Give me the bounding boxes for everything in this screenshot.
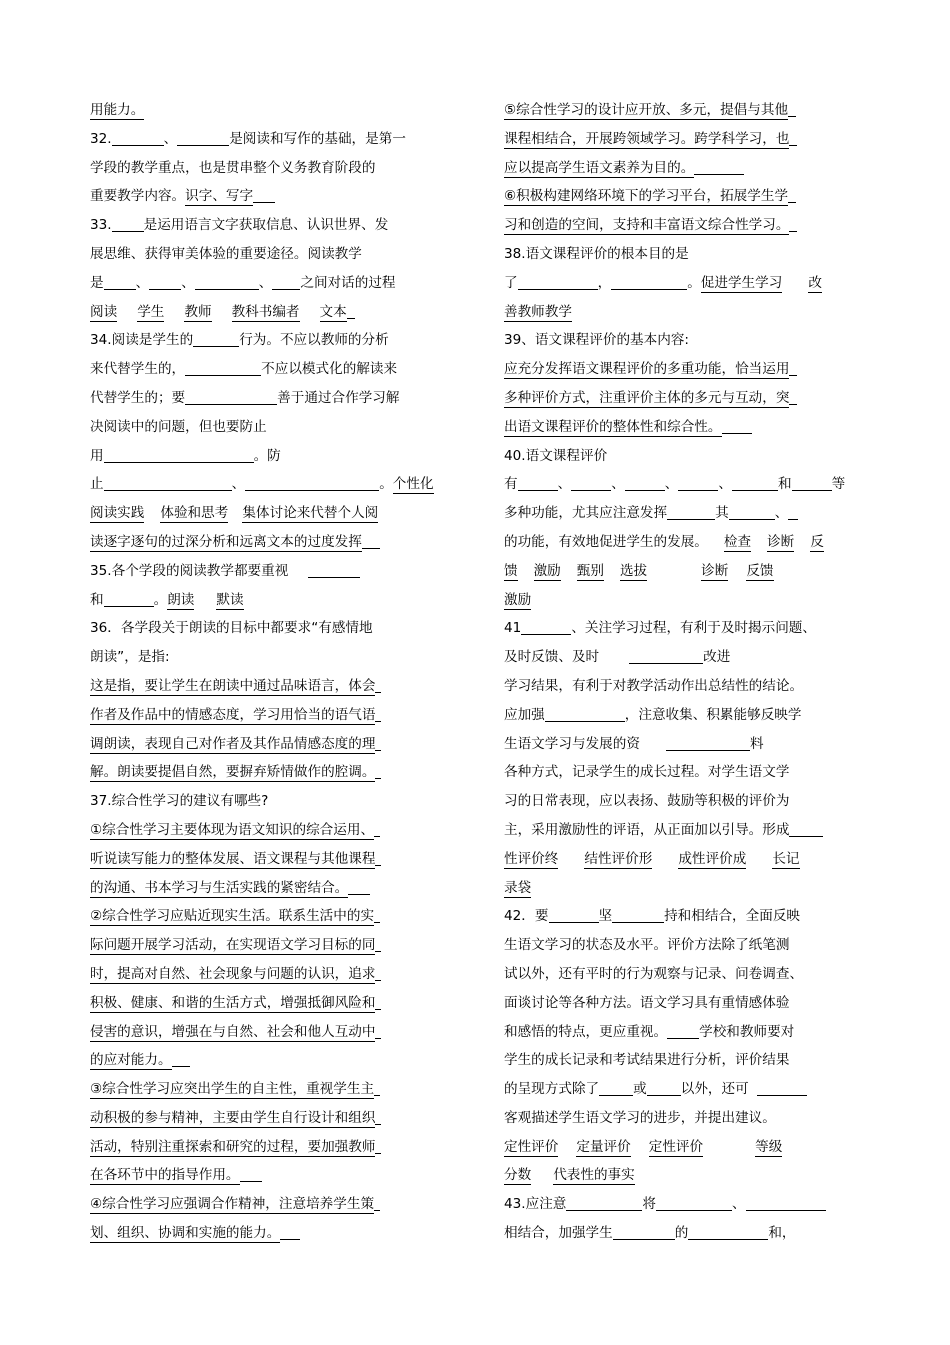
- answer-text: 选拔: [619, 562, 648, 579]
- fill-in-blank: [272, 274, 300, 290]
- fill-in-blank: [149, 274, 181, 290]
- left-line-33: [90, 1018, 446, 1047]
- answer-text: ②综合性学习应贴近现实生活。联系生活中的实: [90, 908, 375, 925]
- question-text: 。: [153, 591, 168, 608]
- left-line-37: [90, 1133, 446, 1162]
- question-text: 来代替学生的，: [90, 361, 186, 378]
- fill-in-blank: [362, 533, 380, 549]
- fill-in-blank: [375, 965, 381, 981]
- answer-text: 集体讨论来代替个人阅: [242, 505, 379, 522]
- question-text: 和，: [768, 1225, 796, 1242]
- fill-in-blank: [666, 735, 750, 751]
- right-line-14: [504, 470, 860, 499]
- question-text: 37.综合性学习的建议有哪些?: [90, 793, 269, 810]
- answer-text: 识字、写字: [185, 188, 254, 205]
- fill-in-blank: [375, 850, 381, 866]
- fill-in-blank: [667, 504, 715, 520]
- fill-in-blank: [112, 216, 144, 232]
- fill-in-blank: [789, 821, 823, 837]
- question-text: 36．各学段关于朗读的目标中都要求“有感情地: [90, 620, 373, 637]
- right-line-17: [504, 557, 860, 586]
- question-text: 32.: [90, 130, 112, 147]
- answer-text: ①综合性学习主要体现为语文知识的综合运用、: [90, 821, 375, 838]
- question-text: 重要教学内容。: [90, 188, 186, 205]
- answer-text: 出语文课程评价的整体性和综合性。: [504, 418, 722, 435]
- question-text: 改进: [703, 649, 731, 666]
- question-text: 以外，还可: [680, 1081, 749, 1098]
- question-text: 是阅读和写作的基础，是第一: [229, 130, 406, 147]
- left-line-11: [90, 384, 446, 413]
- fill-in-blank: [521, 619, 571, 635]
- fill-in-blank: [185, 389, 277, 405]
- left-line-16: [90, 528, 446, 557]
- fill-in-blank: [518, 274, 598, 290]
- fill-in-blank: [788, 504, 798, 520]
- answer-text: 朗读: [167, 591, 195, 608]
- fill-in-blank: [599, 1080, 633, 1096]
- question-text: 、: [664, 476, 679, 493]
- question-text: 将: [642, 1196, 656, 1213]
- answer-text: 个性化: [392, 476, 434, 493]
- question-text: 34.阅读是学生的: [90, 332, 194, 349]
- fill-in-blank: [789, 216, 797, 232]
- left-line-25: [90, 787, 446, 816]
- right-line-29: [504, 902, 860, 931]
- fill-in-blank: [757, 1080, 807, 1096]
- answer-text: 善教师教学: [504, 303, 572, 320]
- question-text: 代替学生的；要: [90, 389, 186, 406]
- fill-in-blank: [375, 677, 381, 693]
- right-line-12: [504, 413, 860, 442]
- answer-text: 反馈: [746, 562, 774, 579]
- left-line-40: [90, 1219, 446, 1248]
- fill-in-blank: [104, 447, 254, 463]
- fill-in-blank: [729, 504, 775, 520]
- left-line-1: [90, 96, 446, 125]
- right-line-39: [504, 1190, 860, 1219]
- question-text: 学段的教学重点，也是贯串整个义务教育阶段的: [90, 159, 376, 176]
- answer-text: 的应对能力。: [90, 1052, 172, 1069]
- left-line-6: [90, 240, 446, 269]
- fill-in-blank: [611, 274, 687, 290]
- answer-text: 长记: [772, 850, 800, 867]
- fill-in-blank: [667, 1023, 699, 1039]
- fill-in-blank: [280, 1224, 300, 1240]
- right-line-36: [504, 1104, 860, 1133]
- answer-text: 诊断: [701, 562, 729, 579]
- question-text: 、: [611, 476, 625, 493]
- left-line-2: [90, 125, 446, 154]
- right-line-33: [504, 1018, 860, 1047]
- right-line-40: [504, 1219, 860, 1248]
- right-line-19: [504, 614, 860, 643]
- right-line-16: [504, 528, 860, 557]
- left-line-21: [90, 672, 446, 701]
- right-line-20: [504, 643, 860, 672]
- fill-in-blank: [789, 360, 797, 376]
- fill-in-blank: [629, 648, 703, 664]
- question-text: 和: [90, 591, 104, 608]
- left-line-7: [90, 269, 446, 298]
- answer-text: ⑤综合性学习的设计应开放、多元，提倡与其他: [504, 102, 789, 118]
- fill-in-blank: [348, 879, 370, 895]
- answer-text: 用能力。: [90, 102, 145, 118]
- question-text: 其: [715, 505, 729, 522]
- fill-in-blank: [375, 936, 381, 952]
- question-text: 是: [90, 274, 104, 291]
- fill-in-blank: [245, 475, 379, 491]
- left-line-24: [90, 758, 446, 787]
- right-line-6: [504, 240, 860, 269]
- fill-in-blank: [789, 389, 797, 405]
- answer-text: ③综合性学习应突出学生的自主性，重视学生主: [90, 1081, 375, 1098]
- answer-text: 应充分发挥语文课程评价的多重功能，恰当运用: [504, 361, 790, 378]
- answer-text: 在各环节中的指导作用。: [90, 1167, 240, 1184]
- answer-text: 代表性的事实: [553, 1167, 635, 1184]
- right-line-24: [504, 758, 860, 787]
- question-text: 各种方式，记录学生的成长过程。对学生语文学: [504, 764, 790, 781]
- question-text: 、: [732, 1196, 746, 1213]
- answer-text: 体验和思考: [160, 505, 229, 522]
- fill-in-blank: [374, 1195, 380, 1211]
- question-text: 、: [258, 274, 273, 291]
- answer-text: 动积极的参与精神，主要由学生自行设计和组织: [90, 1109, 376, 1126]
- fill-in-blank: [571, 475, 611, 491]
- right-line-26: [504, 816, 860, 845]
- left-line-3: [90, 154, 446, 183]
- answer-text: 改: [808, 274, 822, 291]
- fill-in-blank: [656, 1195, 732, 1211]
- question-text: 持和相结合，全面反映: [664, 908, 801, 925]
- answer-text: 定性评价: [648, 1138, 704, 1155]
- question-text: 。: [687, 274, 701, 291]
- answer-text: 活动，特别注重探索和研究的过程，要加强教师: [90, 1138, 376, 1155]
- question-text: 坚: [598, 908, 613, 925]
- fill-in-blank: [612, 907, 664, 923]
- question-text: 39、语文课程评价的基本内容:: [504, 332, 690, 349]
- fill-in-blank: [112, 130, 164, 146]
- question-text: 的呈现方式除了: [504, 1081, 600, 1098]
- fill-in-blank: [732, 475, 778, 491]
- right-line-35: [504, 1075, 860, 1104]
- right-line-28: [504, 874, 860, 903]
- right-line-32: [504, 989, 860, 1018]
- left-column: [90, 96, 446, 1248]
- right-line-23: [504, 730, 860, 759]
- right-line-3: [504, 154, 860, 183]
- answer-text: 际问题开展学习活动，在实现语文学习目标的同: [90, 937, 376, 954]
- answer-text: 教师: [184, 303, 212, 320]
- left-line-30: [90, 931, 446, 960]
- answer-text: 促进学生学习: [700, 274, 783, 291]
- right-line-13: [504, 442, 860, 471]
- question-text: 了: [504, 274, 518, 291]
- fill-in-blank: [375, 706, 381, 722]
- fill-in-blank: [545, 706, 625, 722]
- fill-in-blank: [746, 1195, 826, 1211]
- answer-text: 读逐字逐句的过深分析和远离文本的过度发挥: [90, 533, 362, 550]
- question-text: 等: [831, 476, 846, 493]
- left-line-17: [90, 557, 446, 586]
- question-text: 的: [674, 1225, 689, 1242]
- question-text: 止: [90, 476, 104, 493]
- answer-text: 激励: [504, 591, 532, 608]
- answer-text: 结性评价形: [584, 850, 653, 867]
- right-line-22: [504, 701, 860, 730]
- right-line-8: [504, 298, 860, 327]
- fill-in-blank: [694, 159, 744, 175]
- fill-in-blank: [613, 1224, 675, 1240]
- fill-in-blank: [518, 475, 558, 491]
- left-line-38: [90, 1161, 446, 1190]
- fill-in-blank: [688, 1224, 768, 1240]
- right-column: [504, 96, 860, 1248]
- answer-text: 检查: [723, 533, 752, 550]
- fill-in-blank: [308, 562, 360, 578]
- answer-text: 听说读写能力的整体发展、语文课程与其他课程: [90, 850, 376, 867]
- fill-in-blank: [104, 274, 136, 290]
- answer-text: 划、组织、协调和实施的能力。: [90, 1225, 281, 1242]
- answer-text: 侵害的意识，增强在与自然、社会和他人互动中: [90, 1023, 376, 1040]
- answer-text: 教科书编者: [231, 303, 300, 320]
- fill-in-blank: [177, 130, 229, 146]
- fill-in-blank: [789, 130, 797, 146]
- question-text: 客观描述学生语文学习的进步，并提出建议。: [504, 1109, 776, 1126]
- left-line-15: [90, 499, 446, 528]
- fill-in-blank: [375, 1138, 381, 1154]
- answer-text: 分数: [504, 1167, 532, 1184]
- question-text: 和: [777, 476, 792, 493]
- answer-text: 阅读: [90, 303, 118, 320]
- question-text: 42．要: [504, 908, 549, 925]
- left-line-4: [90, 182, 446, 211]
- question-text: 和感悟的特点，更应重视。: [504, 1023, 668, 1040]
- question-text: ，注意收集、积累能够反映学: [624, 706, 802, 723]
- left-line-31: [90, 960, 446, 989]
- right-line-9: [504, 326, 860, 355]
- question-text: 、: [163, 130, 178, 147]
- answer-text: 课程相结合，开展跨领域学习。跨学科学习，也: [504, 130, 790, 147]
- question-text: 及时反馈、及时: [504, 649, 600, 666]
- answer-text: 文本: [319, 303, 347, 320]
- question-text: 35.各个学段的阅读教学都要重视: [90, 562, 289, 579]
- question-text: 善于通过合作学习解: [277, 389, 400, 406]
- answer-text: 作者及作品中的情感态度，学习用恰当的语气语: [90, 706, 376, 723]
- right-line-34: [504, 1046, 860, 1075]
- question-text: 面谈讨论等各种方法。语文学习具有重情感体验: [504, 994, 790, 1011]
- right-line-15: [504, 499, 860, 528]
- fill-in-blank: [566, 1195, 642, 1211]
- question-text: 。防: [253, 447, 281, 464]
- fill-in-blank: [647, 1080, 681, 1096]
- question-text: 展思维、获得审美体验的重要途径。阅读教学: [90, 245, 362, 262]
- right-line-27: [504, 845, 860, 874]
- question-text: 、: [718, 476, 732, 493]
- fill-in-blank: [374, 821, 380, 837]
- question-text: 是运用语言文字获取信息、认识世界、发: [143, 217, 389, 234]
- question-text: 应加强: [504, 706, 545, 723]
- answer-text: 时，提高对自然、社会现象与问题的认识，追求: [90, 965, 376, 982]
- left-line-13: [90, 442, 446, 471]
- left-line-35: [90, 1075, 446, 1104]
- fill-in-blank: [549, 907, 599, 923]
- right-line-38: [504, 1161, 860, 1190]
- left-line-29: [90, 902, 446, 931]
- right-line-5: [504, 211, 860, 240]
- left-line-27: [90, 845, 446, 874]
- right-line-7: [504, 269, 860, 298]
- left-line-32: [90, 989, 446, 1018]
- fill-in-blank: [788, 187, 796, 203]
- question-text: 朗读”，是指:: [90, 649, 170, 666]
- fill-in-blank: [722, 418, 752, 434]
- answer-text: 这是指，要让学生在朗读中通过品味语言，体会: [90, 677, 376, 694]
- question-text: 33.: [90, 217, 112, 234]
- answer-text: 的沟通、书本学习与生活实践的紧密结合。: [90, 879, 349, 896]
- question-text: 学习结果，有利于对教学活动作出总结性的结论。: [504, 677, 804, 694]
- right-line-4: [504, 182, 860, 211]
- question-text: 生语文学习的状态及水平。评价方法除了纸笔测: [504, 937, 790, 954]
- question-text: 主，采用激励性的评语，从正面加以引导。形成: [504, 821, 790, 838]
- left-line-34: [90, 1046, 446, 1075]
- answer-text: 反: [810, 533, 824, 550]
- question-text: 之间对话的过程: [300, 274, 396, 291]
- left-line-26: [90, 816, 446, 845]
- answer-text: 等级: [755, 1138, 783, 1155]
- fill-in-blank: [374, 1080, 380, 1096]
- fill-in-blank: [374, 907, 380, 923]
- fill-in-blank: [185, 360, 261, 376]
- question-text: 学生的成长记录和考试结果进行分析，评价结果: [504, 1052, 790, 1069]
- right-line-2: [504, 125, 860, 154]
- question-text: 多种功能，尤其应注意发挥: [504, 505, 668, 522]
- right-line-11: [504, 384, 860, 413]
- question-text: 试以外，还有平时的行为观察与记录、问卷调查、: [504, 965, 804, 982]
- question-text: 43.应注意: [504, 1196, 567, 1213]
- answer-text: 录袋: [504, 879, 532, 896]
- left-line-22: [90, 701, 446, 730]
- answer-text: 定量评价: [576, 1138, 631, 1155]
- question-text: 41: [504, 620, 522, 637]
- left-line-18: [90, 586, 446, 615]
- left-line-12: [90, 413, 446, 442]
- left-line-20: [90, 643, 446, 672]
- left-line-28: [90, 874, 446, 903]
- question-text: 38.语文课程评价的根本目的是: [504, 245, 689, 262]
- answer-text: 馈: [504, 562, 518, 579]
- left-line-39: [90, 1190, 446, 1219]
- answer-text: 性评价终: [504, 850, 559, 867]
- fill-in-blank: [375, 763, 381, 779]
- question-text: 生语文学习与发展的资: [504, 735, 640, 752]
- left-line-14: [90, 470, 446, 499]
- question-text: 40.语文课程评价: [504, 447, 608, 464]
- answer-text: 成性评价成: [678, 850, 747, 867]
- fill-in-blank: [104, 591, 154, 607]
- fill-in-blank: [375, 1023, 381, 1039]
- right-line-18: [504, 586, 860, 615]
- answer-text: 诊断: [767, 533, 795, 550]
- right-line-1: [504, 96, 860, 125]
- fill-in-blank: [678, 475, 718, 491]
- left-line-36: [90, 1104, 446, 1133]
- right-line-37: [504, 1133, 860, 1162]
- fill-in-blank: [788, 101, 796, 117]
- fill-in-blank: [347, 303, 355, 319]
- question-text: 、: [774, 505, 789, 522]
- fill-in-blank: [375, 1109, 381, 1125]
- question-text: 、关注学习过程，有利于及时揭示问题、: [571, 620, 816, 637]
- question-text: 有: [504, 476, 518, 493]
- answer-text: 调朗读，表现自己对作者及其作品情感态度的理: [90, 735, 376, 752]
- left-line-8: [90, 298, 446, 327]
- answer-text: 多种评价方式，注重评价主体的多元与互动，突: [504, 389, 790, 406]
- answer-text: ④综合性学习应强调合作精神，注意培养学生策: [90, 1196, 375, 1213]
- right-line-25: [504, 787, 860, 816]
- question-text: 学校和教师要对: [699, 1023, 795, 1040]
- left-line-23: [90, 730, 446, 759]
- fill-in-blank: [625, 475, 665, 491]
- left-line-5: [90, 211, 446, 240]
- answer-text: 习和创造的空间，支持和丰富语文综合性学习。: [504, 217, 790, 234]
- question-text: 习的日常表现，应以表扬、鼓励等积极的评价为: [504, 793, 790, 810]
- answer-text: 应以提高学生语文素养为目的。: [504, 159, 695, 176]
- question-text: 决阅读中的问题，但也要防止: [90, 418, 267, 435]
- right-line-10: [504, 355, 860, 384]
- fill-in-blank: [253, 187, 275, 203]
- question-text: 、: [135, 274, 150, 291]
- fill-in-blank: [792, 475, 832, 491]
- fill-in-blank: [104, 475, 232, 491]
- left-line-9: [90, 326, 446, 355]
- fill-in-blank: [375, 994, 381, 1010]
- answer-text: 学生: [137, 303, 165, 320]
- answer-text: 定性评价: [504, 1138, 559, 1155]
- question-text: 行为。不应以教师的分析: [239, 332, 389, 349]
- right-line-30: [504, 931, 860, 960]
- fill-in-blank: [240, 1166, 262, 1182]
- question-text: 料: [749, 735, 764, 752]
- right-line-21: [504, 672, 860, 701]
- fill-in-blank: [375, 735, 381, 751]
- answer-text: 阅读实践: [90, 505, 145, 522]
- answer-text: 甄别: [576, 562, 604, 579]
- answer-text: 激励: [533, 562, 561, 579]
- question-text: 、: [231, 476, 246, 493]
- question-text: 用: [90, 447, 104, 464]
- answer-text: 积极、健康、和谐的生活方式，增强抵御风险和: [90, 994, 376, 1011]
- answer-text: ⑥积极构建网络环境下的学习平台，拓展学生学: [504, 188, 789, 205]
- question-text: 相结合，加强学生: [504, 1225, 613, 1242]
- answer-text: 默读: [216, 591, 244, 608]
- answer-text: 解。朗读要提倡自然，要摒弃矫情做作的腔调。: [90, 764, 376, 781]
- left-line-10: [90, 355, 446, 384]
- right-line-31: [504, 960, 860, 989]
- fill-in-blank: [195, 274, 259, 290]
- question-text: 、: [557, 476, 572, 493]
- fill-in-blank: [172, 1051, 190, 1067]
- left-line-19: [90, 614, 446, 643]
- question-text: ，: [597, 274, 612, 291]
- question-text: 的功能，有效地促进学生的发展。: [504, 533, 708, 550]
- question-text: 或: [633, 1081, 647, 1098]
- question-text: 。: [379, 476, 393, 493]
- question-text: 、: [181, 274, 195, 291]
- question-text: 不应以模式化的解读来: [261, 361, 398, 378]
- fill-in-blank: [193, 331, 239, 347]
